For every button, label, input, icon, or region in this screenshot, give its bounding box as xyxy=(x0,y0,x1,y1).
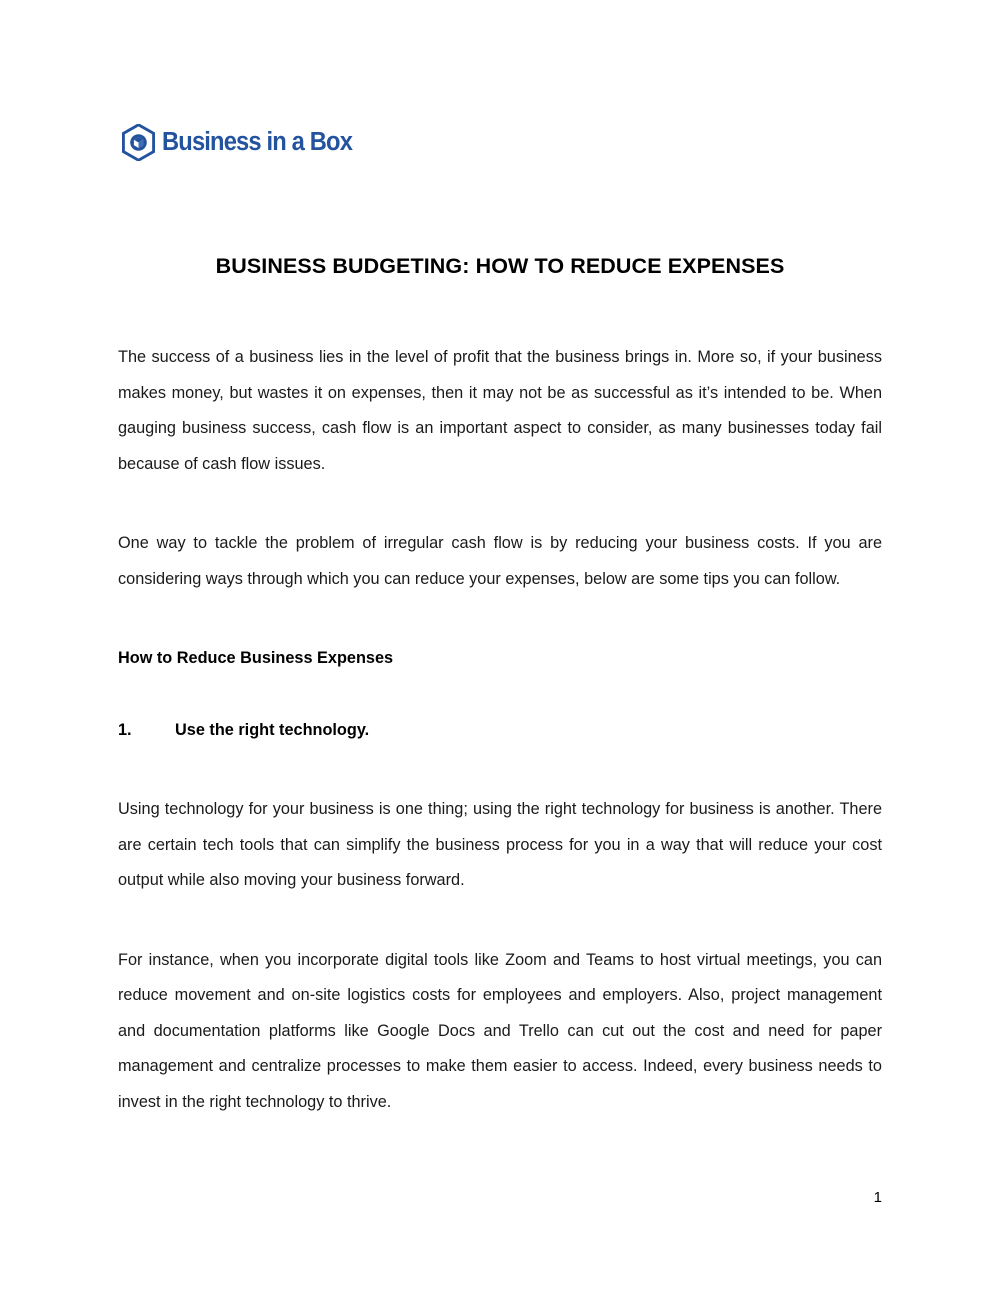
page-number: 1 xyxy=(873,1189,882,1206)
paragraph-spacer xyxy=(118,677,882,713)
paragraph-technology: Using technology for your business is one thing; using the right technology for business is another. There are certain tech tools that can simplify the business process for you in a way that will reduce your cost output while also moving your business forward. xyxy=(118,800,882,889)
brand-wordmark: Business in a Box xyxy=(162,127,353,156)
list-item-label: Use the right technology. xyxy=(175,720,370,739)
page-title: BUSINESS BUDGETING: HOW TO REDUCE EXPENSES xyxy=(215,254,785,279)
list-item-number: 1. xyxy=(118,720,132,739)
paragraph-intro: The success of a business lies in the level of profit that the business brings in. More so, if your business makes money, but wastes it on expenses, then it may not be as successful as it’s intended to be. When gauging business success, cash flow is an important aspect to consider, as many businesses today fail because of cash flow issues. xyxy=(118,348,882,473)
paragraph-spacer xyxy=(118,482,882,526)
document-body xyxy=(118,340,882,1120)
paragraph-cashflow-tips: One way to tackle the problem of irregular cash flow is by reducing your business costs. If you are considering ways through which you can reduce your expenses, below are some tips you can follow. xyxy=(118,534,882,588)
section-heading: How to Reduce Business Expenses xyxy=(118,649,394,667)
brand-logo xyxy=(122,124,366,161)
paragraph-spacer xyxy=(118,899,882,943)
paragraph-digital-tools: For instance, when you incorporate digital tools like Zoom and Teams to host virtual meetings, you can reduce movement and on-site logistics costs for employees and employers. Also, project management and documentation platforms like Google Docs and Trello can cut out the cost and need for paper management and centralize processes to make them easier to access. Indeed, every business needs to invest in the right technology to thrive. xyxy=(118,950,882,1111)
paragraph-spacer xyxy=(118,597,882,641)
list-item xyxy=(118,713,882,749)
hexagon-cube-icon xyxy=(122,124,155,161)
paragraph-spacer xyxy=(118,748,882,792)
